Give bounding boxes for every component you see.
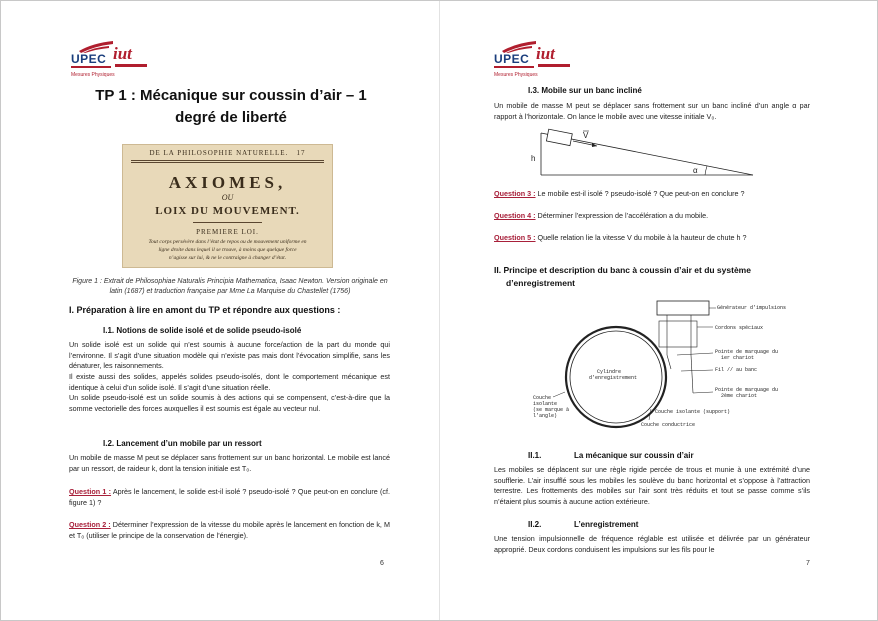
page-number-left: 6: [380, 560, 384, 567]
logo-department: Mesures Physiques: [494, 72, 538, 78]
logo-department: Mesures Physiques: [71, 72, 115, 78]
label-couche-support: Couche isolante (support): [655, 409, 731, 415]
logo-iut-text: iut: [536, 44, 555, 63]
subsection-2-2-heading: L’enregistrement: [574, 520, 639, 529]
paragraph-coussin-air: Les mobiles se déplacent sur une règle rigide percée de trous et munie à une extrémité d’une soufflerie. L’air insufflé sous les mobiles les soulève du banc horizontal et s’oppose à l’attraction terrestre. Les frottements des mobiles sur l’air sont très réduits et tout se passe comme s’ils n’étaient plus soumis à aucune action extérieure.: [494, 465, 810, 506]
page-6: [1, 1, 439, 620]
book-text-2: ligne droite dans lequel il se trouve, à moins que quelque force: [158, 247, 297, 253]
logo-iut-text: iut: [113, 44, 132, 63]
pulse-generator-box: [657, 301, 709, 315]
page-title: [81, 85, 381, 129]
question-3-label: Question 3 :: [494, 189, 536, 198]
newton-book-image: [122, 144, 333, 268]
title-line-2: degré de liberté: [175, 109, 287, 126]
figure-1-caption: Figure 1 : Extrait de Philosophiae Naturalis Principia Mathematica, Isaac Newton. Version originale en latin (1687) et traduction française par Mme La Marquise du Chastellet (1756): [72, 278, 388, 295]
subsection-2-2-number: II.2.: [528, 520, 542, 529]
height-label: h: [531, 154, 536, 163]
question-2: Question 2 : Déterminer l’expression de la vitesse du mobile après le lancement en fonction de k, M et T₀ (utiliser le principe de la conservation de l’énergie).: [69, 520, 390, 540]
logo-upec-text: UPEC: [71, 52, 107, 66]
question-3: Question 3 : Le mobile est-il isolé ? pseudo-isolé ? Que peut-on en conclure ?: [494, 189, 745, 198]
label-couche-conductrice: Couche conductrice: [641, 422, 696, 428]
page-number-right: 7: [806, 560, 810, 567]
question-2-label: Question 2 :: [69, 520, 111, 529]
book-axiomes: AXIOMES,: [168, 173, 287, 192]
label-pointe-2b: 2ème chariot: [721, 393, 758, 399]
book-loix: LOIX DU MOUVEMENT.: [155, 205, 300, 217]
book-ou: OU: [221, 193, 234, 202]
section-2-heading-line-2: d’enregistrement: [506, 278, 575, 288]
subsection-2-1-number: II.1.: [528, 451, 542, 460]
book-premiere-loi: PREMIERE LOI.: [196, 228, 259, 236]
subsection-1-1-heading: I.1. Notions de solide isolé et de solide pseudo-isolé: [103, 326, 302, 335]
question-4-label: Question 4 :: [494, 211, 536, 220]
label-enregistrement: d’enregistrement: [589, 375, 638, 381]
label-pointe-1b: 1er chariot: [721, 355, 755, 361]
upec-iut-logo: [71, 41, 151, 81]
question-4: Question 4 : Déterminer l’expression de l’accélération a du mobile.: [494, 211, 709, 220]
book-text-1: Tout corps persévère dans l’état de repos ou de mouvement uniforme en: [148, 239, 307, 245]
paragraph-solide-isole: Un solide isolé est un solide qui n’est soumis à aucune force/action de la part du monde qui l’environne. Il s’agit d’une situation modèle qui n’existe pas mais dont l’évocation simplifie, sans les dénaturer, les raisonnements.: [69, 340, 390, 371]
question-5-label: Question 5 :: [494, 233, 536, 242]
question-5: Question 5 : Quelle relation lie la vitesse V du mobile à la hauteur de chute h ?: [494, 233, 747, 242]
logo-bar: [71, 66, 111, 68]
section-1-heading: I. Préparation à lire en amont du TP et répondre aux questions :: [69, 305, 341, 315]
question-1: Question 1 : Après le lancement, le solide est-il isolé ? pseudo-isolé ? Que peut-on en conclure (cf. figure 1) ?: [69, 487, 390, 507]
label-angle: l’angle): [533, 413, 558, 419]
section-2-heading-line-1: II. Principe et description du banc à coussin d’air et du système: [494, 265, 751, 275]
angle-arc: [705, 166, 707, 175]
incline-diagram: [527, 129, 757, 183]
label-cordons: Cordons spéciaux: [715, 325, 764, 331]
label-isolante: isolante: [533, 401, 558, 407]
logo-iut-bar: [115, 64, 147, 67]
label-couche: Couche: [533, 395, 552, 401]
label-pointe-1: Pointe de marquage du: [715, 349, 779, 355]
paragraph-banc-incline: Un mobile de masse M peut se déplacer sans frottement sur un banc incliné d’un angle α par rapport à l’horizontale. On lance le mobile avec une vitesse initiale V₀.: [494, 101, 810, 121]
label-pointe-2: Pointe de marquage du: [715, 387, 779, 393]
logo-upec-text: UPEC: [494, 52, 530, 66]
book-text-3: n’agisse sur lui, & ne le contraigne à changer d’état.: [168, 255, 287, 261]
label-fil: Fil // au banc: [715, 367, 758, 373]
slope-line: [541, 133, 753, 175]
paragraph-pseudo-isole: Il existe aussi des solides, appelés solides pseudo-isolés, dont le comportement mécanique est identique à celui d’un solide isolé. Il s’agit d’une situation réelle.: [69, 372, 390, 392]
label-se-marque: (se marque à: [533, 407, 570, 413]
paragraph-enregistrement: Une tension impulsionnelle de fréquence réglable est utilisée et délivrée par un générateur approprié. Deux cordons conduisent les impulsions sur les fils pour le: [494, 534, 810, 554]
question-1-label: Question 1 :: [69, 487, 112, 496]
paragraph-ressort: Un mobile de masse M peut se déplacer sans frottement sur un banc horizontal. Le mobile est lancé par un ressort, de raideur k, dont la tension initiale est T₀.: [69, 453, 390, 473]
label-cylindre: Cylindre: [597, 369, 622, 375]
velocity-label: V: [583, 131, 589, 140]
subsection-2-1-heading: La mécanique sur coussin d’air: [574, 451, 694, 460]
label-generateur: Générateur d’impulsions: [717, 305, 787, 311]
subsection-1-3-heading: I.3. Mobile sur un banc incliné: [528, 86, 642, 95]
air-cushion-recording-diagram: [531, 299, 787, 434]
alpha-label: α: [693, 166, 698, 175]
subsection-1-2-heading: I.2. Lancement d’un mobile par un ressort: [103, 439, 262, 448]
logo-iut-bar: [538, 64, 570, 67]
book-header: DE LA PHILOSOPHIE NATURELLE. 17: [149, 149, 306, 157]
title-line-1: TP 1 : Mécanique sur coussin d’air – 1: [95, 87, 367, 104]
paragraph-pseudo-isole-def: Un solide pseudo-isolé est un solide soumis à des actions qui se compensent, c’est-à-dire que la somme vectorielle des forces auxquelles il est soumis est égale au vecteur nul.: [69, 393, 390, 413]
logo-bar: [494, 66, 534, 68]
upec-iut-logo-right: [494, 41, 574, 81]
mobile-block: [546, 129, 572, 145]
